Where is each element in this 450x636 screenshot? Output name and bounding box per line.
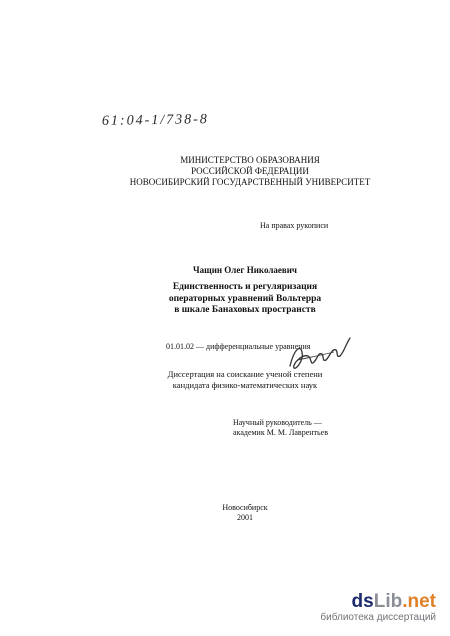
thesis-line-1: Диссертация на соискание ученой степени: [167, 369, 323, 379]
ministry-line-1: МИНИСТЕРСТВО ОБРАЗОВАНИЯ: [180, 155, 320, 165]
title-line-1: Единственность и регуляризация: [172, 282, 318, 292]
supervisor-block: [233, 418, 328, 438]
ministry-header: [120, 155, 380, 188]
year: 2001: [237, 513, 253, 522]
specialty-code: 01.01.02 — дифференциальные уравнения: [166, 342, 311, 351]
ministry-line-3: НОВОСИБИРСКИЙ ГОСУДАРСТВЕННЫЙ УНИВЕРСИТЕТ: [129, 177, 371, 187]
supervisor-line-1: Научный руководитель —: [233, 418, 322, 427]
ministry-line-2: РОССИЙСКОЙ ФЕДЕРАЦИИ: [191, 166, 309, 176]
thesis-title: [120, 282, 370, 317]
dslib-subtitle: библиотека диссертаций: [320, 612, 436, 623]
thesis-degree: [120, 369, 370, 390]
title-line-2: операторных уравнений Вольтерра: [168, 293, 322, 304]
supervisor-line-2: академик М. М. Лаврентьев: [233, 428, 329, 437]
place-and-year: [120, 503, 370, 523]
dslib-watermark: [320, 592, 436, 624]
thesis-line-2: кандидата физико-математических наук: [172, 379, 318, 390]
title-line-3: в шкале Банаховых пространств: [174, 305, 316, 315]
rights-notice: На правах рукописи: [260, 221, 329, 230]
handwritten-shelfmark: 61:04-1/738-8: [101, 112, 210, 129]
city-name: Новосибирск: [222, 503, 268, 512]
dslib-logo: dsLib.net: [351, 591, 436, 612]
author-name: Чащин Олег Николаевич: [192, 265, 297, 275]
